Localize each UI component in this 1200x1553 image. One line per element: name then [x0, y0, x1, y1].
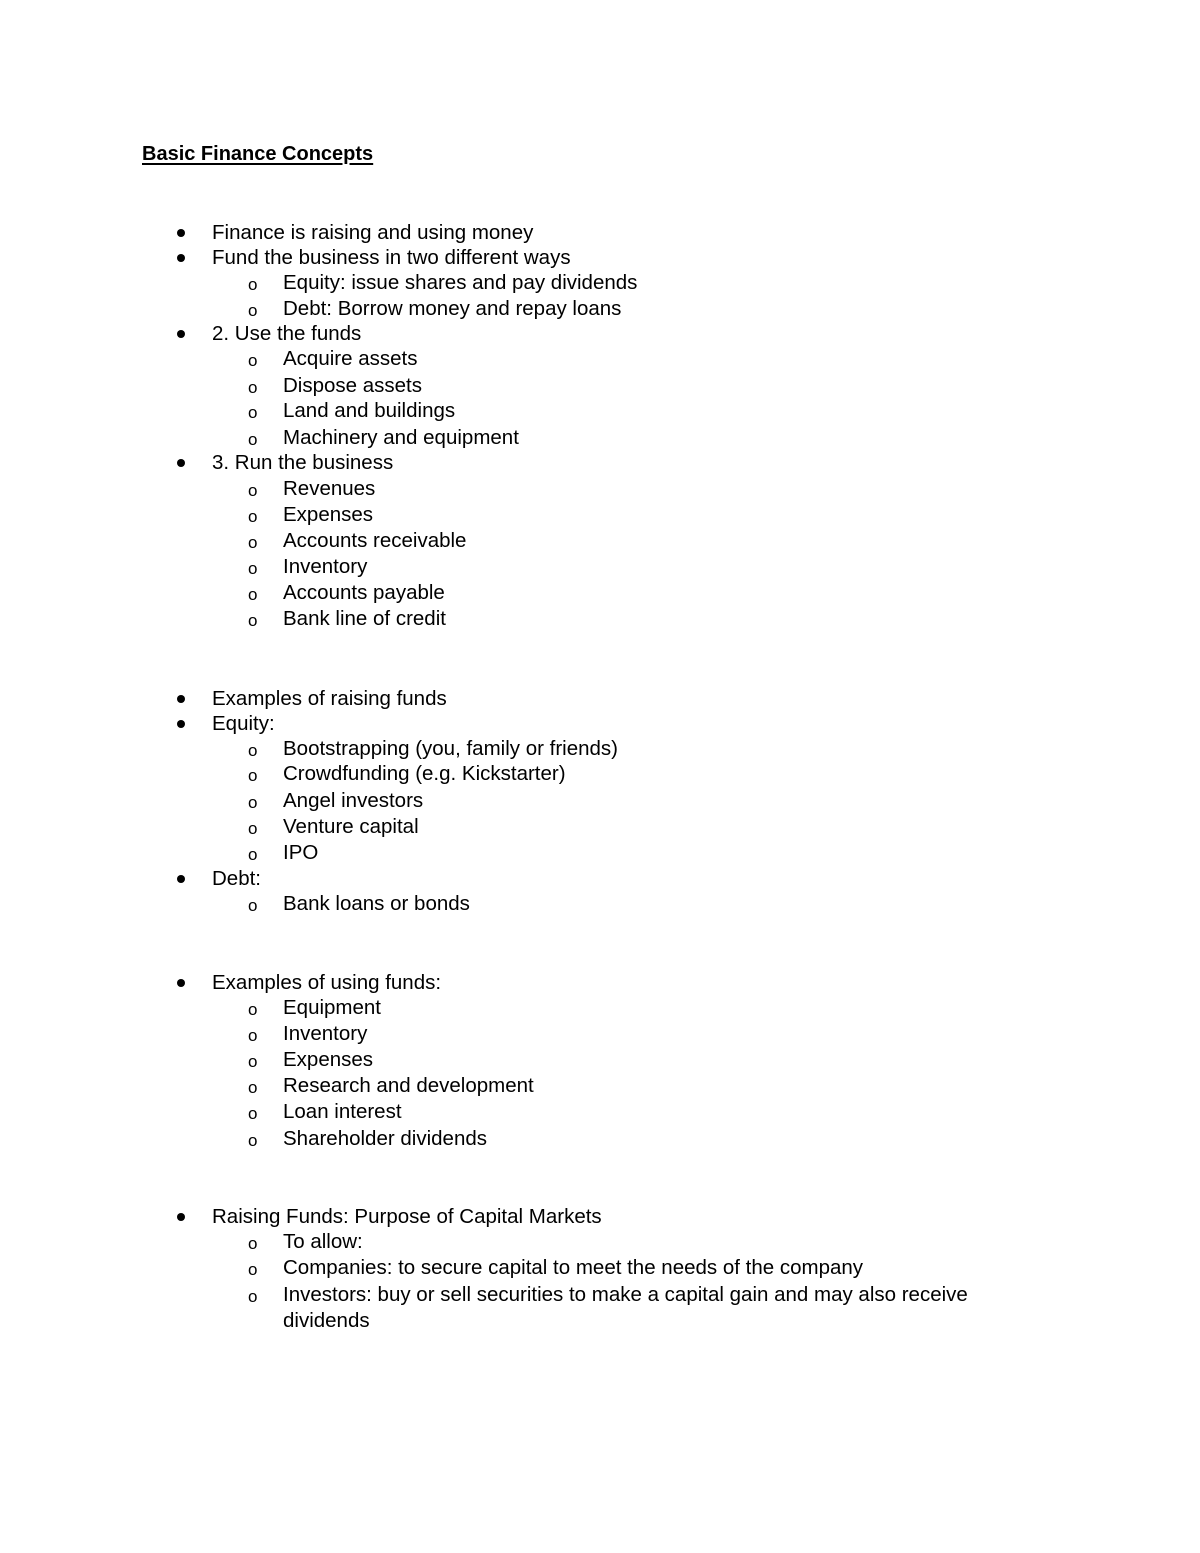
sub-list-item: Acquire assets — [283, 347, 418, 370]
sub-list-item: To allow: — [283, 1230, 363, 1253]
sub-bullet-marker: o — [248, 533, 258, 552]
sub-list-item: Investors: buy or sell securities to make a capital gain and may also receive dividends — [283, 1283, 968, 1332]
sub-bullet-marker: o — [248, 1078, 258, 1097]
sub-list-item: Loan interest — [283, 1100, 402, 1123]
sub-bullet-marker: o — [248, 351, 258, 370]
sub-list-item: Equipment — [283, 996, 382, 1019]
sub-bullet-marker: o — [248, 430, 258, 449]
sub-list-item: Bank line of credit — [283, 607, 446, 630]
sub-bullet-marker: o — [248, 1052, 258, 1071]
sub-bullet-marker: o — [248, 1104, 258, 1123]
sub-list-item: Shareholder dividends — [283, 1127, 487, 1150]
sub-bullet-marker: o — [248, 301, 258, 320]
sub-bullet-marker: o — [248, 1131, 258, 1150]
sub-list-item: Crowdfunding (e.g. Kickstarter) — [283, 762, 566, 785]
list-item: Fund the business in two different ways — [212, 246, 571, 269]
sub-bullet-marker: o — [248, 1000, 258, 1019]
bullet-icon — [177, 459, 185, 467]
sub-bullet-marker: o — [248, 1287, 258, 1306]
bullet-icon — [177, 875, 185, 883]
list-item: Examples of raising funds — [212, 687, 447, 710]
sub-bullet-marker: o — [248, 766, 258, 785]
sub-list-item: Debt: Borrow money and repay loans — [283, 297, 622, 320]
sub-list-item: IPO — [283, 841, 319, 864]
bullet-icon — [177, 330, 185, 338]
page-title: Basic Finance Concepts — [142, 143, 374, 165]
bullet-icon — [177, 720, 185, 728]
sub-list-item: Bootstrapping (you, family or friends) — [283, 737, 618, 760]
list-item: Finance is raising and using money — [212, 221, 534, 244]
sub-bullet-marker: o — [248, 741, 258, 760]
sub-bullet-marker: o — [248, 1260, 258, 1279]
sub-list-item: Angel investors — [283, 789, 424, 812]
sub-bullet-marker: o — [248, 378, 258, 397]
sub-bullet-marker: o — [248, 1026, 258, 1045]
list-item: Equity: — [212, 712, 275, 735]
sub-bullet-marker: o — [248, 507, 258, 526]
sub-list-item: Expenses — [283, 503, 374, 526]
sub-list-item: Bank loans or bonds — [283, 892, 470, 915]
sub-list-item: Accounts receivable — [283, 529, 467, 552]
sub-bullet-marker: o — [248, 481, 258, 500]
sub-list-item: Machinery and equipment — [283, 426, 519, 449]
sub-bullet-marker: o — [248, 1234, 258, 1253]
sub-bullet-marker: o — [248, 585, 258, 604]
sub-list-item: Research and development — [283, 1074, 534, 1097]
sub-list-item: Revenues — [283, 477, 376, 500]
sub-list-item: Accounts payable — [283, 581, 445, 604]
bullet-icon — [177, 229, 185, 237]
sub-bullet-marker: o — [248, 403, 258, 422]
bullet-icon — [177, 695, 185, 703]
sub-list-item: Inventory — [283, 555, 368, 578]
list-item: Examples of using funds: — [212, 971, 442, 994]
list-item: Raising Funds: Purpose of Capital Markets — [212, 1205, 602, 1228]
sub-list-item: Land and buildings — [283, 399, 456, 422]
sub-list-item: Expenses — [283, 1048, 374, 1071]
sub-bullet-marker: o — [248, 611, 258, 630]
sub-bullet-marker: o — [248, 845, 258, 864]
list-item: 3. Run the business — [212, 451, 394, 474]
sub-list-item: Venture capital — [283, 815, 419, 838]
bullet-icon — [177, 979, 185, 987]
sub-bullet-marker: o — [248, 819, 258, 838]
bullet-icon — [177, 1213, 185, 1221]
sub-list-item: Inventory — [283, 1022, 368, 1045]
sub-list-item: Companies: to secure capital to meet the needs of the company — [283, 1256, 864, 1279]
bullet-icon — [177, 254, 185, 262]
list-item: 2. Use the funds — [212, 322, 362, 345]
sub-bullet-marker: o — [248, 896, 258, 915]
sub-list-item: Dispose assets — [283, 374, 423, 397]
sub-list-item: Equity: issue shares and pay dividends — [283, 271, 638, 294]
sub-bullet-marker: o — [248, 275, 258, 294]
list-item: Debt: — [212, 867, 261, 890]
sub-bullet-marker: o — [248, 559, 258, 578]
sub-bullet-marker: o — [248, 793, 258, 812]
